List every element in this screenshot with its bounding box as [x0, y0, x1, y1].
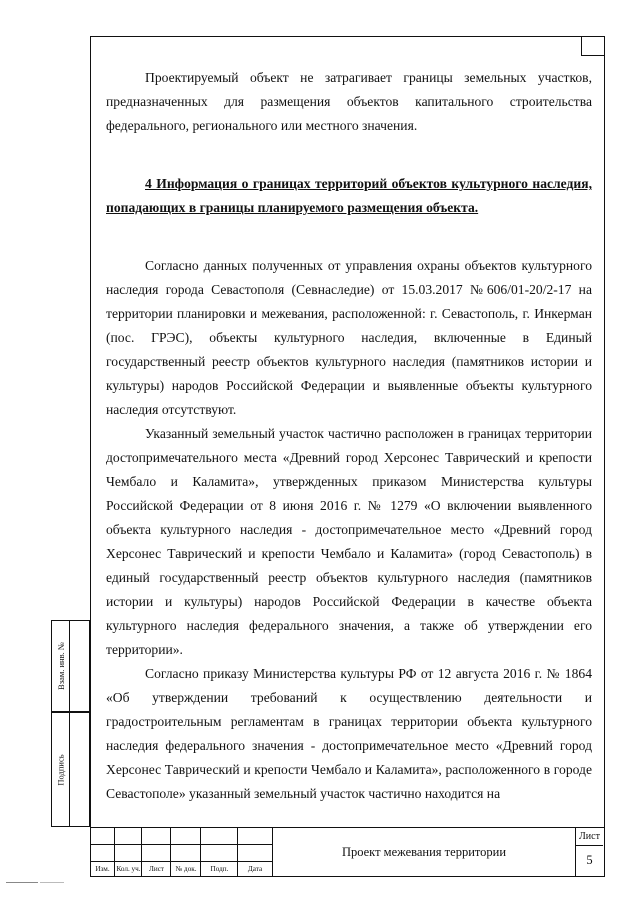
revision-grid — [90, 828, 272, 878]
section-heading: 4 Информация о границах территорий объектов культурного наследия, попадающих в границы планируемого размещения объекта. — [106, 176, 592, 215]
col-label-date: Дата — [247, 865, 263, 873]
col-label-count: Кол. уч. — [116, 865, 141, 873]
sheet-cell — [576, 828, 603, 876]
col-label-sheet: Лист — [148, 865, 165, 873]
document-body — [106, 66, 592, 806]
sheet-label: Лист — [576, 828, 603, 846]
side-stamp-signature — [51, 712, 70, 827]
paragraph-2: Указанный земельный участок частично расположен в границах территории достопримечательного места «Древний город Херсонес Таврический и крепости Чембало и Каламита», утвержденных приказом Министерства культуры Российской Федерации от 8 июня 2016 г. № 1279 «О включении выявленного объекта культурного наследия - достопримечательное место «Древний город Херсонес Таврический и крепости Чембало и Каламита» (город Севастополь) в единый государственный реестр объектов культурного наследия (памятников истории и культуры) народов Российской Федерации в качестве объекта культурного наследия федерального значения, а также об утверждении его территории». — [106, 426, 592, 657]
col-label-change: Изм. — [95, 865, 110, 873]
side-stamp-replace-inv-value — [70, 620, 90, 712]
col-label-signature: Подп. — [210, 865, 229, 873]
side-label-replace-inv: Взам. инв. № — [55, 642, 66, 690]
title-block — [90, 827, 605, 877]
paragraph-intro: Проектируемый объект не затрагивает границы земельных участков, предназначенных для размещения объектов капитального строительства федерального, регионального или местного значения. — [106, 70, 592, 133]
scan-edge-mark — [6, 882, 38, 883]
corner-box — [581, 36, 605, 56]
paragraph-3: Согласно приказу Министерства культуры РФ от 12 августа 2016 г. № 1864 «Об утверждении требований к осуществлению деятельности и градостроительным регламентам в границах территории объекта культурного наследия федерального значения - достопримечательное место «Древний город Херсонес Таврический и крепости Чембало и Каламита», расположенного в городе Севастополе» указанный земельный участок частично находится на — [106, 666, 592, 801]
side-label-signature: Подпись — [55, 753, 66, 786]
scan-edge-mark — [40, 882, 64, 883]
paragraph-1: Согласно данных полученных от управления охраны объектов культурного наследия города Севастополя (Севнаследие) от 15.03.2017 №606/01-20/2-17 на территории планировки и межевания, расположенной: г. Севастополь, г. Инкерман (пос. ГРЭС), объекты культурного наследия, включенные в Единый государственный реестр объектов культурного наследия (памятников истории и культуры) народов Российской Федерации и выявленные объекты культурного наследия отсутствуют. — [106, 258, 592, 417]
side-stamp-signature-value — [70, 712, 90, 827]
document-title: Проект межевания территории — [272, 828, 576, 876]
side-stamp-replace-inv — [51, 620, 70, 712]
sheet-number: 5 — [586, 853, 593, 867]
col-label-doc-number: № док. — [175, 865, 197, 873]
